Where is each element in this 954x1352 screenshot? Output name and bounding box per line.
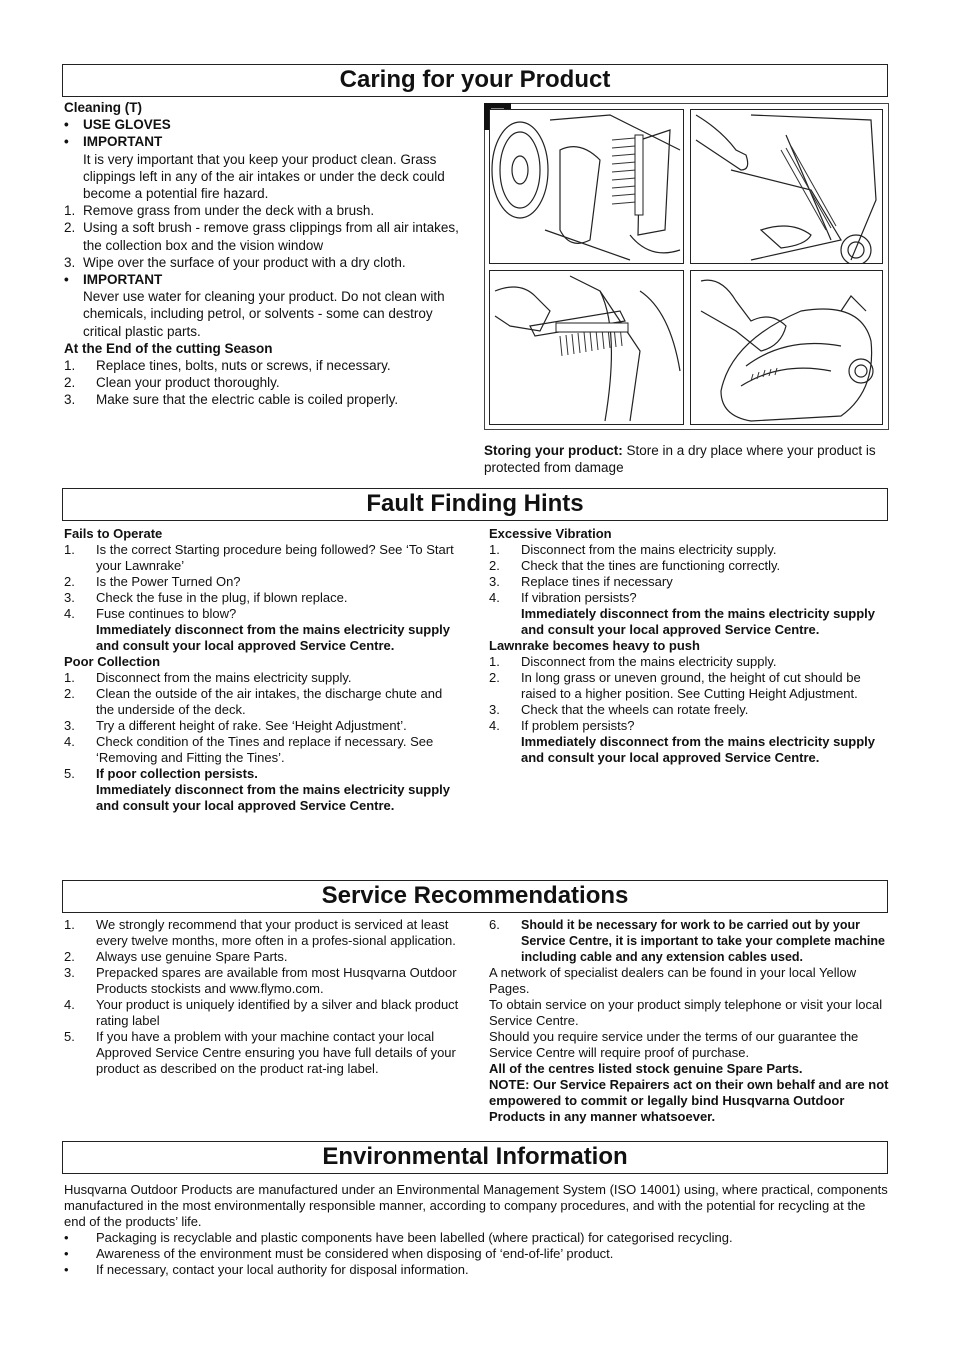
list-text: In long grass or uneven ground, the height of cut should be raised to a higher position. See Cutting Height Adjustment. — [521, 670, 861, 701]
service-left-column — [64, 917, 460, 1077]
list-number: 2. — [64, 375, 76, 391]
vibration-list — [489, 542, 884, 638]
important-2-text: Never use water for cleaning your product. Do not clean with chemicals, including petrol, or solvents - some can destroy critical plastic parts. — [83, 289, 445, 339]
list-text: Is the correct Starting procedure being followed? See ‘To Start your Lawnrake’ — [96, 542, 454, 573]
list-text: Clean the outside of the air intakes, the discharge chute and the underside of the deck. — [96, 686, 443, 717]
service-bold-1: All of the centres listed stock genuine Spare Parts. — [489, 1061, 803, 1076]
list-item — [64, 254, 464, 271]
list-number: 1. — [64, 917, 75, 932]
figure-panel-brush-window — [489, 270, 684, 425]
vibration-heading: Excessive Vibration — [489, 526, 612, 541]
list-item — [64, 949, 460, 965]
storing-note — [484, 442, 889, 476]
list-text: Fuse continues to blow? — [96, 606, 237, 621]
env-bullet — [64, 1262, 890, 1278]
list-item — [489, 574, 884, 590]
list-item — [64, 686, 459, 718]
env-bullet — [64, 1230, 890, 1246]
list-number: 2. — [489, 558, 500, 573]
list-number: 4. — [64, 997, 75, 1012]
env-bullets — [64, 1230, 890, 1278]
figure-panel-brush-intake — [690, 109, 883, 264]
list-text: Check that the tines are functioning correctly. — [521, 558, 781, 573]
list-number: 3. — [64, 718, 75, 733]
list-number: 3. — [489, 702, 500, 717]
bullet-important-2: • IMPORTANT — [64, 272, 163, 288]
list-item — [489, 542, 884, 558]
list-number: 5. — [64, 1029, 75, 1044]
list-item — [64, 1029, 460, 1077]
list-number: 3. — [64, 965, 75, 980]
season-heading: At the End of the cutting Season — [64, 340, 273, 356]
fails-heading: Fails to Operate — [64, 526, 163, 541]
list-item — [64, 965, 460, 997]
bullet-mark: • — [64, 1262, 69, 1277]
list-item — [489, 654, 884, 670]
brush-window-illustration — [490, 271, 684, 425]
list-number: 2. — [64, 686, 75, 701]
list-item — [489, 718, 884, 766]
list-number: 2. — [64, 220, 76, 236]
bullet-mark: • — [64, 1246, 69, 1261]
poor-list — [64, 670, 459, 766]
list-item — [64, 606, 459, 654]
list-item — [64, 590, 459, 606]
section-title-caring: Caring for your Product — [62, 64, 888, 97]
fault-left-column — [64, 526, 459, 814]
list-bold-text: Immediately disconnect from the mains electricity supply and consult your local approved Service Centre. — [96, 622, 450, 653]
list-text: Replace tines, bolts, nuts or screws, if necessary. — [96, 358, 391, 374]
list-item — [64, 542, 459, 574]
bullet-gloves: • USE GLOVES — [64, 117, 171, 133]
list-number: 3. — [64, 254, 76, 270]
list-bold-text: Immediately disconnect from the mains electricity supply and consult your local approved Service Centre. — [521, 734, 875, 765]
list-text: Remove grass from under the deck with a brush. — [83, 203, 375, 219]
list-item — [489, 558, 884, 574]
list-number: 4. — [489, 718, 500, 733]
list-text: Make sure that the electric cable is coiled properly. — [96, 392, 399, 408]
list-text: If problem persists? — [521, 718, 635, 733]
list-item — [64, 917, 460, 949]
list-text: Using a soft brush - remove grass clippings from all air intakes, the collection box and the vision window — [83, 220, 459, 253]
list-item — [489, 590, 884, 638]
list-text: If you have a problem with your machine contact your local Approved Service Centre ensuring you have full details of your product as described on the product rat-ing label. — [96, 1029, 456, 1076]
list-text: Disconnect from the mains electricity supply. — [521, 542, 777, 557]
service-para-2: To obtain service on your product simply telephone or visit your local Service Centre. — [489, 997, 883, 1028]
heavy-list — [489, 654, 884, 766]
list-bold-text: Immediately disconnect from the mains electricity supply and consult your local approved Service Centre. — [521, 606, 875, 637]
list-number: 2. — [64, 574, 75, 589]
list-text: Replace tines if necessary — [521, 574, 673, 589]
list-item — [64, 670, 459, 686]
list-item — [64, 357, 464, 374]
list-item — [64, 374, 464, 391]
env-intro: Husqvarna Outdoor Products are manufactured under an Environmental Management System (ISO 14001) using, where practical, components manufactured in the most environmentally responsible manner, according to company procedures, and with the potential for recycling at the end of the products’ life. — [64, 1182, 888, 1229]
figure-panel-wipe-surface — [690, 270, 883, 425]
list-text: Check the fuse in the plug, if blown replace. — [96, 590, 348, 605]
list-text: Check that the wheels can rotate freely. — [521, 702, 749, 717]
list-item: 5. If poor collection persists. Immediately disconnect from the mains electricity supply and consult your local approved Service Centre. — [64, 766, 450, 813]
list-item: 6. Should it be necessary for work to be carried out by your Service Centre, it is important to take your complete machine including cable and any extension cables used. — [489, 917, 885, 964]
list-number: 4. — [489, 590, 500, 605]
list-text: Clean your product thoroughly. — [96, 375, 280, 391]
list-number: 1. — [64, 358, 76, 374]
storing-label: Storing your product: — [484, 443, 623, 458]
list-text: Disconnect from the mains electricity supply. — [96, 670, 352, 685]
bullet-mark: • — [64, 1230, 69, 1245]
list-number: 3. — [64, 590, 75, 605]
list-item — [489, 702, 884, 718]
list-number: 4. — [64, 606, 75, 621]
list-text: Prepacked spares are available from most Husqvarna Outdoor Products stockists and www.flymo.com. — [96, 965, 457, 996]
fails-list — [64, 542, 459, 654]
env-bullet-text: Awareness of the environment must be considered when disposing of ‘end-of-life’ product. — [96, 1246, 614, 1261]
env-body — [64, 1182, 890, 1278]
cleaning-column — [64, 99, 464, 409]
list-text: Always use genuine Spare Parts. — [96, 949, 288, 964]
list-text: Is the Power Turned On? — [96, 574, 241, 589]
list-item — [64, 574, 459, 590]
section-title-service: Service Recommendations — [62, 880, 888, 913]
bullet-important: • IMPORTANT — [64, 134, 163, 150]
section-title-env: Environmental Information — [62, 1141, 888, 1174]
list-text: Check condition of the Tines and replace if necessary. See ‘Removing and Fitting the Tines’. — [96, 734, 434, 765]
env-bullet-text: Packaging is recyclable and plastic components have been labelled (where practical) for categorised recycling. — [96, 1230, 733, 1245]
list-text: Try a different height of rake. See ‘Height Adjustment’. — [96, 718, 407, 733]
env-bullet — [64, 1246, 890, 1262]
list-number: 1. — [64, 203, 76, 219]
cleaning-heading: Cleaning (T) — [64, 100, 142, 115]
brush-deck-illustration — [490, 110, 684, 264]
poor-heading: Poor Collection — [64, 654, 161, 669]
list-item — [64, 997, 460, 1029]
service-para-1: A network of specialist dealers can be found in your local Yellow Pages. — [489, 965, 857, 996]
list-item — [64, 734, 459, 766]
list-number: 1. — [489, 654, 500, 669]
list-text: Your product is uniquely identified by a silver and black product rating label — [96, 997, 459, 1028]
storing-text: Store in a dry place where your product is protected from damage — [484, 443, 876, 476]
list-text: Disconnect from the mains electricity supply. — [521, 654, 777, 669]
service-bold-2: NOTE: Our Service Repairers act on their own behalf and are not empowered to commit or legally bind Husqvarna Outdoor Products in any manner whatsoever. — [489, 1077, 889, 1124]
service-para-3: Should you require service under the terms of our guarantee the Service Centre will require proof of purchase. — [489, 1029, 859, 1060]
cleaning-steps — [64, 202, 464, 271]
list-number: 3. — [489, 574, 500, 589]
list-number: 1. — [64, 670, 75, 685]
list-text: We strongly recommend that your product is serviced at least every twelve months, more often in a profes-sional application. — [96, 917, 456, 948]
list-text: Wipe over the surface of your product with a dry cloth. — [83, 254, 406, 270]
service-right-column — [489, 917, 889, 1125]
service-list — [64, 917, 460, 1077]
list-number: 4. — [64, 734, 75, 749]
brush-intake-illustration — [691, 110, 883, 264]
list-item — [64, 219, 464, 253]
list-number: 1. — [64, 542, 75, 557]
wipe-surface-illustration — [691, 271, 883, 425]
list-item — [64, 718, 459, 734]
list-item — [64, 202, 464, 219]
figure-panel-brush-deck — [489, 109, 684, 264]
season-steps — [64, 357, 464, 409]
list-item — [489, 670, 884, 702]
section-title-fault: Fault Finding Hints — [62, 488, 888, 521]
list-number: 3. — [64, 392, 76, 408]
list-text: If vibration persists? — [521, 590, 637, 605]
env-bullet-text: If necessary, contact your local authority for disposal information. — [96, 1262, 469, 1277]
fault-right-column — [489, 526, 884, 766]
important-text: It is very important that you keep your product clean. Grass clippings left in any of the air intakes or under the deck could become a potential fire hazard. — [83, 151, 445, 202]
heavy-heading: Lawnrake becomes heavy to push — [489, 638, 700, 653]
list-item — [64, 391, 464, 408]
list-number: 1. — [489, 542, 500, 557]
list-number: 2. — [64, 949, 75, 964]
list-number: 2. — [489, 670, 500, 685]
